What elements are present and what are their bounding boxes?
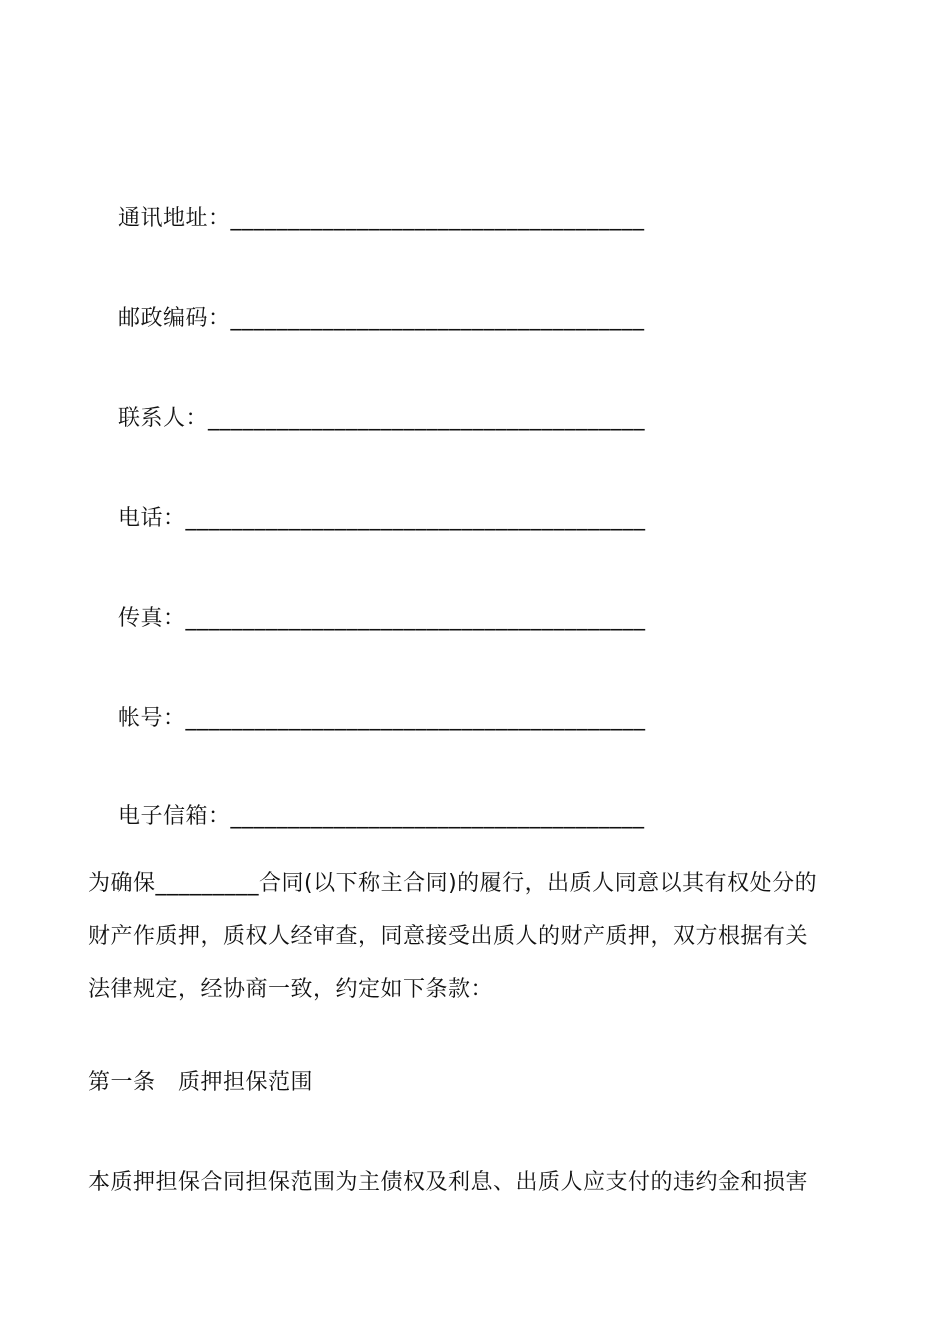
field-label: 帐号： xyxy=(117,706,186,731)
article-heading: 第一条 质押担保范围 xyxy=(88,1070,314,1095)
intro-line: 为确保_________合同(以下称主合同)的履行，出质人同意以其有权处分的 xyxy=(88,871,818,896)
field-label: 电子信箱： xyxy=(117,804,231,829)
field-label: 邮政编码： xyxy=(117,306,231,331)
field-blank: ________________________________________ xyxy=(185,706,646,731)
field-label: 电话： xyxy=(117,506,186,531)
field-blank: ______________________________________ xyxy=(208,406,645,431)
field-email xyxy=(88,766,645,868)
field-blank: ____________________________________ xyxy=(230,804,645,829)
intro-paragraph xyxy=(88,857,864,1016)
field-label: 联系人： xyxy=(117,406,208,431)
field-fax xyxy=(88,568,646,670)
field-blank: ________________________________________ xyxy=(185,606,646,631)
field-phone xyxy=(88,468,646,570)
field-contact-person xyxy=(88,368,645,470)
field-address xyxy=(88,168,645,270)
field-blank: ____________________________________ xyxy=(230,206,645,231)
field-account-number xyxy=(88,668,646,770)
field-label: 传真： xyxy=(117,606,186,631)
intro-line: 法律规定，经协商一致，约定如下条款： xyxy=(88,977,494,1002)
article-text: 本质押担保合同担保范围为主债权及利息、出质人应支付的违约金和损害 xyxy=(88,1170,809,1195)
field-label: 通讯地址： xyxy=(117,206,231,231)
field-blank: ________________________________________ xyxy=(185,506,646,531)
field-blank: ____________________________________ xyxy=(230,306,645,331)
intro-line: 财产作质押，质权人经审查，同意接受出质人的财产质押，双方根据有关 xyxy=(88,924,809,949)
field-postal-code xyxy=(88,268,645,370)
